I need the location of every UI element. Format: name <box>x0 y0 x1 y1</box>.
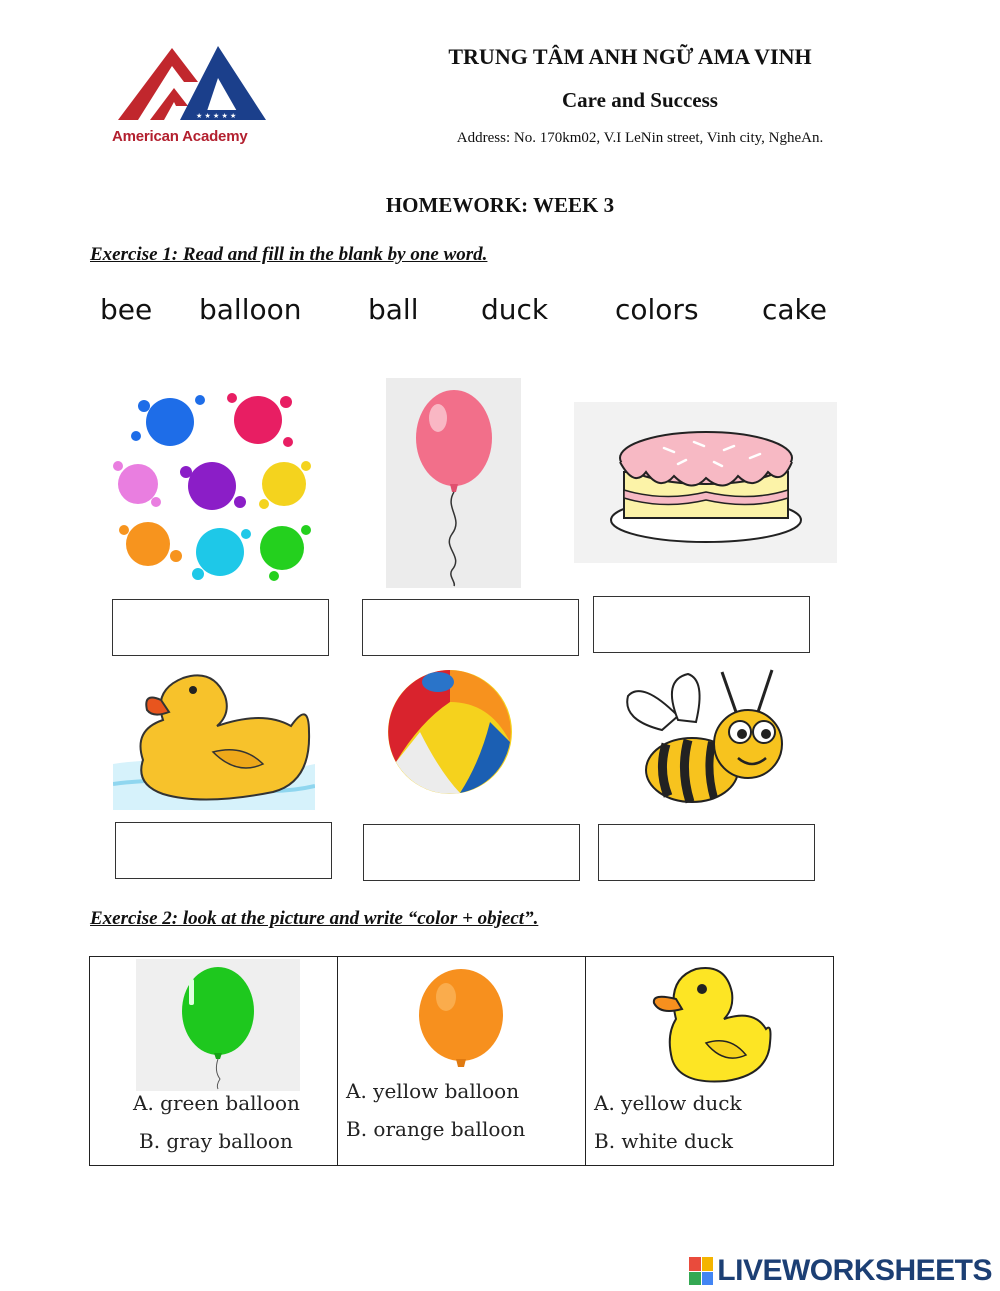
word-cake: cake <box>762 293 827 326</box>
exercise2-2-option-b[interactable]: B. orange balloon <box>346 1117 526 1141</box>
address: Address: No. 170km02, V.I LeNin street, Vinh city, NgheAn. <box>456 130 824 146</box>
homework-title: HOMEWORK: WEEK 3 <box>385 193 615 217</box>
exercise2-3-option-a[interactable]: A. yellow duck <box>594 1091 742 1115</box>
svg-text:★ ★ ★ ★ ★: ★ ★ ★ ★ ★ <box>196 112 237 120</box>
answer-box-1[interactable] <box>112 599 329 656</box>
center-name: TRUNG TÂM ANH NGỮ AMA VINH <box>448 44 812 69</box>
exercise2-cell-2 <box>338 957 586 1166</box>
paint-splashes-image <box>108 380 318 590</box>
beach-ball-image <box>380 662 520 802</box>
exercise2-title: Exercise 2: look at the picture and write “color + object”. <box>90 908 539 929</box>
green-balloon-image <box>136 959 300 1091</box>
pink-balloon-image <box>386 378 521 588</box>
word-balloon: balloon <box>199 293 302 326</box>
yellow-duck-image <box>646 959 776 1089</box>
exercise2-1-option-a[interactable]: A. green balloon <box>133 1091 300 1115</box>
cake-image <box>574 402 837 563</box>
word-duck: duck <box>481 293 549 326</box>
liveworksheets-brand: LIVEWORKSHEETS <box>717 1254 992 1287</box>
answer-box-6[interactable] <box>598 824 815 881</box>
answer-box-4[interactable] <box>115 822 332 879</box>
rubber-duck-image <box>113 660 315 810</box>
bee-image <box>622 660 792 810</box>
exercise2-cell-3 <box>586 957 834 1166</box>
exercise1-title: Exercise 1: Read and fill in the blank by one word. <box>90 244 488 265</box>
liveworksheets-logo <box>689 1254 992 1288</box>
logo-text: American Academy <box>112 128 248 145</box>
exercise2-3-option-b[interactable]: B. white duck <box>594 1129 734 1153</box>
answer-box-3[interactable] <box>593 596 810 653</box>
orange-balloon-image <box>416 967 506 1079</box>
exercise2-cell-1 <box>90 957 338 1166</box>
word-ball: ball <box>368 293 419 326</box>
answer-box-2[interactable] <box>362 599 579 656</box>
exercise2-table <box>89 956 834 1166</box>
slogan: Care and Success <box>562 88 718 112</box>
exercise2-1-option-b[interactable]: B. gray balloon <box>139 1129 293 1153</box>
answer-box-5[interactable] <box>363 824 580 881</box>
word-colors: colors <box>615 293 699 326</box>
liveworksheets-badge-icon <box>689 1257 713 1285</box>
exercise2-2-option-a[interactable]: A. yellow balloon <box>346 1079 520 1103</box>
word-bee: bee <box>100 293 153 326</box>
